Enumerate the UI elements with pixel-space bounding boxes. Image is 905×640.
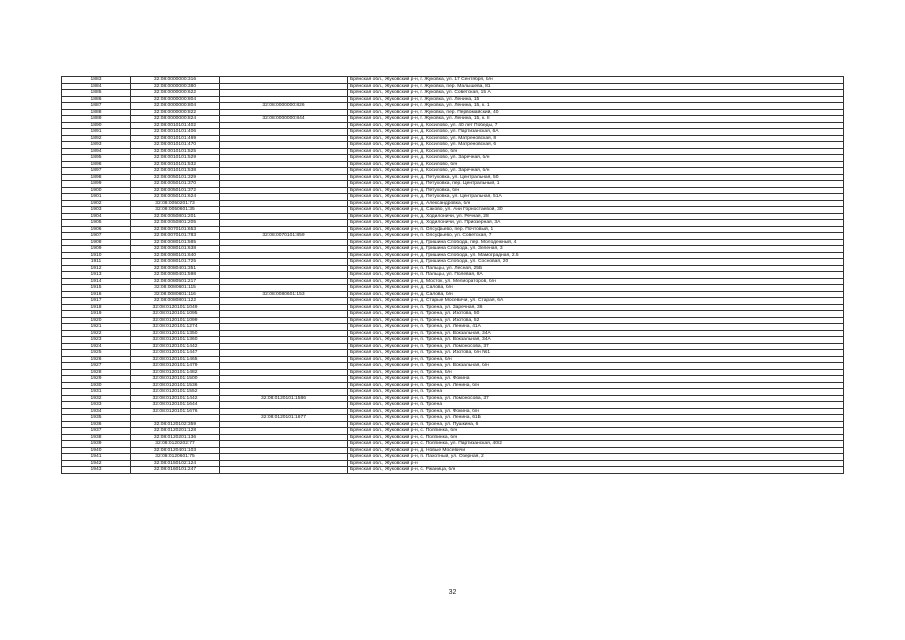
address-cell: Брянская обл., Жуковский р-н, г. Жуковка, ул. Ленина, 15, к. 1 — [348, 103, 844, 110]
cadastral-number-cell: 32:08:0120201:136 — [131, 434, 220, 441]
row-number-cell: 1937 — [62, 428, 131, 435]
cadastral-number-cell: 32:08:0000000:804 — [131, 103, 220, 110]
address-cell: Брянская обл., Жуковский р-н, п. Троена, ул. Пушкина, 6 — [348, 421, 844, 428]
cadastral-number-cell: 32:08:0080401:351 — [131, 265, 220, 272]
row-number-cell: 1894 — [62, 148, 131, 155]
address-cell: Брянская обл., Жуковский р-н, п. Троена, ул. Фокина — [348, 376, 844, 383]
cadastral-number-cell: 32:08:0050201:73 — [131, 200, 220, 207]
row-number-cell: 1906 — [62, 226, 131, 233]
row-number-cell: 1924 — [62, 343, 131, 350]
row-number-cell: 1927 — [62, 363, 131, 370]
address-cell: Брянская обл., Жуковский р-н, д. Косилово, б/н — [348, 161, 844, 168]
address-cell: Брянская обл., Жуковский р-н, д. Ходилоничи, ул. Приозерная, 3А — [348, 220, 844, 227]
row-number-cell: 1915 — [62, 285, 131, 292]
address-cell: Брянская обл., Жуковский р-н, д. Косилово, ул. 40 лет Победы, 7 — [348, 122, 844, 129]
cadastral-number-cell: 32:08:0150102:124 — [131, 460, 220, 467]
address-cell: Брянская обл., Жуковский р-н, с. Полпинка, б/н — [348, 428, 844, 435]
address-cell: Брянская обл., Жуковский р-н, п. Олсуфьево, ул. Советская, 7 — [348, 233, 844, 240]
address-cell: Брянская обл., Жуковский р-н, п. Троена — [348, 389, 844, 396]
cadastral-number-cell: 32:08:0120101:1479 — [131, 363, 220, 370]
row-number-cell: 1909 — [62, 246, 131, 253]
address-cell: Брянская обл., Жуковский р-н, г. Жуковка, ул. 17 Сентября, б/н — [348, 77, 844, 84]
cadastral-number-cell: 32:08:0120101:1049 — [131, 304, 220, 311]
cadastral-number-cell: 32:08:0120202:77 — [131, 441, 220, 448]
row-number-cell: 1903 — [62, 207, 131, 214]
row-number-cell: 1889 — [62, 116, 131, 123]
row-number-cell: 1911 — [62, 259, 131, 266]
address-cell: Брянская обл., Жуковский р-н, д. Старые Мосевичи, ул. Старая, 6А — [348, 298, 844, 305]
row-number-cell: 1914 — [62, 278, 131, 285]
row-number-cell: 1942 — [62, 460, 131, 467]
row-number-cell: 1908 — [62, 239, 131, 246]
address-cell: Брянская обл., Жуковский р-н, п. Троена, б/н — [348, 356, 844, 363]
cadastral-number-cell: 32:08:0120101:1644 — [131, 402, 220, 409]
row-number-cell: 1921 — [62, 324, 131, 331]
cadastral-number-cell: 32:08:0050101:372 — [131, 187, 220, 194]
row-number-cell: 1902 — [62, 200, 131, 207]
row-number-cell: 1934 — [62, 408, 131, 415]
row-number-cell: 1896 — [62, 161, 131, 168]
cadastral-number-cell: 32:08:0120101:1360 — [131, 337, 220, 344]
row-number-cell: 1898 — [62, 174, 131, 181]
address-cell: Брянская обл., Жуковский р-н, г. Жуковка, пер. Малышева, 81 — [348, 83, 844, 90]
row-number-cell: 1941 — [62, 454, 131, 461]
register-table — [61, 76, 844, 474]
row-number-cell: 1886 — [62, 96, 131, 103]
cadastral-number-cell: 32:08:0120201:128 — [131, 428, 220, 435]
cadastral-number-cell: 32:08:0080101:640 — [131, 252, 220, 259]
cadastral-number-cell: 32:08:0120101:1552 — [131, 389, 220, 396]
address-cell: Брянская обл., Жуковский р-н, п. Троена, ул. Вокзальная, 34А — [348, 330, 844, 337]
cadastral-number-cell: 32:08:0000000:316 — [131, 77, 220, 84]
cadastral-number-cell: 32:08:0120101:1095 — [131, 311, 220, 318]
row-number-cell: 1913 — [62, 272, 131, 279]
cadastral-number-cell: 32:08:0010101:470 — [131, 142, 220, 149]
address-cell: Брянская обл., Жуковский р-н, д. Петуховка, ул. Центральная, 50 — [348, 174, 844, 181]
cadastral-number-cell: 32:08:0080501:217 — [131, 278, 220, 285]
cadastral-number-cell: 32:08:0120101:1274 — [131, 324, 220, 331]
row-number-cell: 1900 — [62, 187, 131, 194]
row-number-cell: 1887 — [62, 103, 131, 110]
cadastral-number-cell: 32:08:0050801:205 — [131, 220, 220, 227]
cadastral-number-cell: 32:08:0120101:1676 — [131, 408, 220, 415]
cadastral-number-cell: 32:08:0050101:624 — [131, 194, 220, 201]
cadastral-number-cell: 32:08:0010101:406 — [131, 129, 220, 136]
row-number-cell: 1920 — [62, 317, 131, 324]
address-cell: Брянская обл., Жуковский р-н, д. Косилово, ул. Заречная, б/н — [348, 168, 844, 175]
cadastral-number-cell: 32:08:0010101:529 — [131, 155, 220, 162]
cadastral-number-cell: 32:08:0160101:247 — [131, 467, 220, 474]
address-cell: Брянская обл., Жуковский р-н, д. Гришина Слобода, пер. Молодежный, 4 — [348, 239, 844, 246]
row-number-cell: 1895 — [62, 155, 131, 162]
cadastral-number-cell: 32:08:0080101:585 — [131, 239, 220, 246]
row-number-cell: 1885 — [62, 90, 131, 97]
address-cell: Брянская обл., Жуковский р-н, г. Жуковка, ул. Ленина, 15, к. II — [348, 116, 844, 123]
cadastral-number-cell: 32:08:0120101:1465 — [131, 356, 220, 363]
row-number-cell: 1936 — [62, 421, 131, 428]
address-cell: Брянская обл., Жуковский р-н, г. Жуковка, ул. Ленина, 15 — [348, 96, 844, 103]
row-number-cell: 1910 — [62, 252, 131, 259]
address-cell: Брянская обл., Жуковский р-н, п. Пальцы, ул. Полевая, 8А — [348, 272, 844, 279]
row-number-cell: 1899 — [62, 181, 131, 188]
cadastral-number-cell: 32:08:0050101:370 — [131, 181, 220, 188]
page-number: 32 — [448, 589, 457, 596]
cadastral-number-cell: 32:08:0120601:75 — [131, 454, 220, 461]
address-cell: Брянская обл., Жуковский р-н, д. Петуховка, пер. Центральный, 1 — [348, 181, 844, 188]
row-number-cell: 1891 — [62, 129, 131, 136]
cadastral-number-cell: 32:08:0010101:469 — [131, 135, 220, 142]
previous-cadastral-number-cell: 32:08:0070101:859 — [220, 233, 348, 240]
address-cell: Брянская обл., Жуковский р-н, д. Косилово, ул. Матреновская, 8 — [348, 135, 844, 142]
address-cell: Брянская обл., Жуковский р-н, с. Ржаница, б/н — [348, 467, 844, 474]
row-number-cell: 1888 — [62, 109, 131, 116]
cadastral-number-cell: 32:08:0050801:201 — [131, 213, 220, 220]
row-number-cell: 1933 — [62, 402, 131, 409]
address-cell: Брянская обл., Жуковский р-н, п. Троена, ул. Ленина, 61Б — [348, 415, 844, 422]
cadastral-number-cell: 32:08:0010101:525 — [131, 148, 220, 155]
row-number-cell: 1928 — [62, 369, 131, 376]
cadastral-number-cell: 32:08:0070101:783 — [131, 233, 220, 240]
row-number-cell: 1884 — [62, 83, 131, 90]
address-cell: Брянская обл., Жуковский р-н, с. Полпинка, б/н — [348, 434, 844, 441]
address-cell: Брянская обл., Жуковский р-н, п. Троена, ул. Ленина, б/н — [348, 382, 844, 389]
row-number-cell: 1930 — [62, 382, 131, 389]
address-cell: Брянская обл., Жуковский р-н, п. Троена, б/н — [348, 369, 844, 376]
address-cell: Брянская обл., Жуковский р-н, д. Косилово, ул. Заречная, б/н — [348, 155, 844, 162]
cadastral-number-cell: 32:08:0120101:1442 — [131, 395, 220, 402]
cadastral-number-cell: 32:08:0000000:380 — [131, 83, 220, 90]
row-number-cell: 1923 — [62, 337, 131, 344]
cadastral-number-cell: 32:08:0080101:725 — [131, 259, 220, 266]
address-cell: Брянская обл., Жуковский р-н, п. Троена, ул. Ломоносова, 37 — [348, 395, 844, 402]
address-cell: Брянская обл., Жуковский р-н, д. Гришина Слобода, ул. Мамоградная, 2.5 — [348, 252, 844, 259]
row-number-cell: 1917 — [62, 298, 131, 305]
row-number-cell: 1931 — [62, 389, 131, 396]
row-number-cell: 1932 — [62, 395, 131, 402]
address-cell: Брянская обл., Жуковский р-н, д. Петуховка, б/н — [348, 187, 844, 194]
address-cell: Брянская обл., Жуковский р-н, п. Троена, ул. Изотова, 52 — [348, 317, 844, 324]
address-cell: Брянская обл., Жуковский р-н, п. Троена, ул. Вокзальная, б/н — [348, 363, 844, 370]
address-cell: Брянская обл., Жуковский р-н, д. Новые Мосевичи — [348, 447, 844, 454]
row-number-cell: 1922 — [62, 330, 131, 337]
row-number-cell: 1918 — [62, 304, 131, 311]
row-number-cell: 1919 — [62, 311, 131, 318]
previous-cadastral-number-cell: 32:08:0080601:153 — [220, 291, 348, 298]
row-number-cell: 1925 — [62, 350, 131, 357]
row-number-cell: 1916 — [62, 291, 131, 298]
address-cell: Брянская обл., Жуковский р-н, д. Косилово, ул. Партизанская, 6А — [348, 129, 844, 136]
row-number-cell: 1892 — [62, 135, 131, 142]
cadastral-number-cell: 32:08:0080101:638 — [131, 246, 220, 253]
address-cell: Брянская обл., Жуковский р-н, д. Александровка, б/н — [348, 200, 844, 207]
address-cell: Брянская обл., Жуковский р-н, д. Петуховка, ул. Центральная, 51А — [348, 194, 844, 201]
address-cell: Брянская обл., Жуковский р-н, г. Жуковка, пер. Первомайский, 40 — [348, 109, 844, 116]
previous-cadastral-number-cell: 32:08:0120101:1586 — [220, 395, 348, 402]
address-cell: Брянская обл., Жуковский р-н, д. Гришина Слобода, ул. Сосновая, 20 — [348, 259, 844, 266]
cadastral-number-cell: 32:08:0000000:824 — [131, 116, 220, 123]
address-cell: Брянская обл., Жуковский р-н, с. Полпинка, ул. Партизанская, 40/2 — [348, 441, 844, 448]
cadastral-number-cell: 32:08:0000000:804 — [131, 96, 220, 103]
row-number-cell: 1926 — [62, 356, 131, 363]
address-cell: Брянская обл., Жуковский р-н, п. Троена, ул. Изотова, 50 — [348, 311, 844, 318]
cadastral-number-cell: 32:08:0050601:35 — [131, 207, 220, 214]
address-cell: Брянская обл., Жуковский р-н, п. Троена, ул. Вокзальная, 34А — [348, 337, 844, 344]
address-cell: Брянская обл., Жуковский р-н, п. Троена, ул. Ленина, 41А — [348, 324, 844, 331]
cadastral-number-cell: 32:08:0120101:1442 — [131, 343, 220, 350]
address-cell: Брянская обл., Жуковский р-н — [348, 460, 844, 467]
cadastral-number-cell: 32:08:0120101:1350 — [131, 330, 220, 337]
row-number-cell: 1897 — [62, 168, 131, 175]
cadastral-number-cell: 32:08:0070101:653 — [131, 226, 220, 233]
address-cell: Брянская обл., Жуковский р-н, д. Салова, б/н — [348, 291, 844, 298]
cadastral-number-cell: 32:08:0120102:359 — [131, 421, 220, 428]
row-number-cell: 1893 — [62, 142, 131, 149]
address-cell: Брянская обл., Жуковский р-н, д. Салова, б/н — [348, 285, 844, 292]
address-cell: Брянская обл., Жуковский р-н, п. Пальцы, ул. Лесная, 25Б — [348, 265, 844, 272]
previous-cadastral-number-cell — [220, 467, 348, 474]
cadastral-number-cell: 32:08:0080401:598 — [131, 272, 220, 279]
address-cell: Брянская обл., Жуковский р-н, д. Косилово, ул. Матреновская, 6 — [348, 142, 844, 149]
row-number-cell: 1943 — [62, 467, 131, 474]
cadastral-number-cell: 32:08:0010101:538 — [131, 168, 220, 175]
cadastral-number-cell: 32:08:0120101:1447 — [131, 350, 220, 357]
address-cell: Брянская обл., Жуковский р-н, п. Троена, ул. Изотова, б/н №1 — [348, 350, 844, 357]
previous-cadastral-number-cell: 32:08:0000000:844 — [220, 116, 348, 123]
address-cell: Брянская обл., Жуковский р-н, п. Троена, ул. Ломоносова, 37 — [348, 343, 844, 350]
row-number-cell: 1912 — [62, 265, 131, 272]
cadastral-number-cell: 32:08:0050101:329 — [131, 174, 220, 181]
cadastral-number-cell: 32:08:0080601:116 — [131, 291, 220, 298]
cadastral-number-cell: 32:08:0080601:115 — [131, 285, 220, 292]
register-table-body — [62, 77, 844, 474]
cadastral-number-cell: 32:08:0120101:1536 — [131, 382, 220, 389]
previous-cadastral-number-cell: 32:08:0120101:1677 — [220, 415, 348, 422]
row-number-cell: 1938 — [62, 434, 131, 441]
cadastral-number-cell: 32:08:0000000:822 — [131, 109, 220, 116]
row-number-cell: 1907 — [62, 233, 131, 240]
row-number-cell: 1935 — [62, 415, 131, 422]
row-number-cell: 1939 — [62, 441, 131, 448]
cadastral-number-cell: 32:08:0010101:402 — [131, 122, 220, 129]
address-cell: Брянская обл., Жуковский р-н, д. Мосток, ул. Мелиораторов, б/н — [348, 278, 844, 285]
table-row — [62, 467, 844, 474]
row-number-cell: 1904 — [62, 213, 131, 220]
row-number-cell: 1929 — [62, 376, 131, 383]
address-cell: Брянская обл., Жуковский р-н, д. Косилово, б/н — [348, 148, 844, 155]
cadastral-number-cell: 32:08:0120101:1099 — [131, 317, 220, 324]
address-cell: Брянская обл., Жуковский р-н, д. Гришина Слобода, ул. Зеленая, 3 — [348, 246, 844, 253]
address-cell: Брянская обл., Жуковский р-н, д. Ходилоничи, ул. Речная, 28 — [348, 213, 844, 220]
row-number-cell: 1901 — [62, 194, 131, 201]
cadastral-number-cell: 32:08:0000000:622 — [131, 90, 220, 97]
row-number-cell: 1883 — [62, 77, 131, 84]
address-cell: Брянская обл., Жуковский р-н, п. Троена, ул. Фокина, б/н — [348, 408, 844, 415]
cadastral-number-cell: 32:08:0120101:1500 — [131, 376, 220, 383]
cadastral-number-cell: 32:08:0120101:1482 — [131, 369, 220, 376]
address-cell: Брянская обл., Жуковский р-н, п. Олсуфьево, пер. Почтовый, 1 — [348, 226, 844, 233]
address-cell: Брянская обл., Жуковский р-н, д. Саково, ул. Ани Горностаевой, 30 — [348, 207, 844, 214]
address-cell: Брянская обл., Жуковский р-н, г. Жуковка, ул. Советская, 15 А — [348, 90, 844, 97]
address-cell: Брянская обл., Жуковский р-н, п. Троена, ул. Заречная, 36 — [348, 304, 844, 311]
previous-cadastral-number-cell: 32:08:0000000:826 — [220, 103, 348, 110]
cadastral-number-cell: 32:08:0120401:103 — [131, 447, 220, 454]
row-number-cell: 1940 — [62, 447, 131, 454]
cadastral-number-cell: 32:08:0080801:122 — [131, 298, 220, 305]
address-cell: Брянская обл., Жуковский р-н, п. Троена — [348, 402, 844, 409]
cadastral-number-cell: 32:08:0010101:532 — [131, 161, 220, 168]
row-number-cell: 1905 — [62, 220, 131, 227]
row-number-cell: 1890 — [62, 122, 131, 129]
address-cell: Брянская обл., Жуковский р-н, п. Пахотный, ул. Озерная, 2 — [348, 454, 844, 461]
